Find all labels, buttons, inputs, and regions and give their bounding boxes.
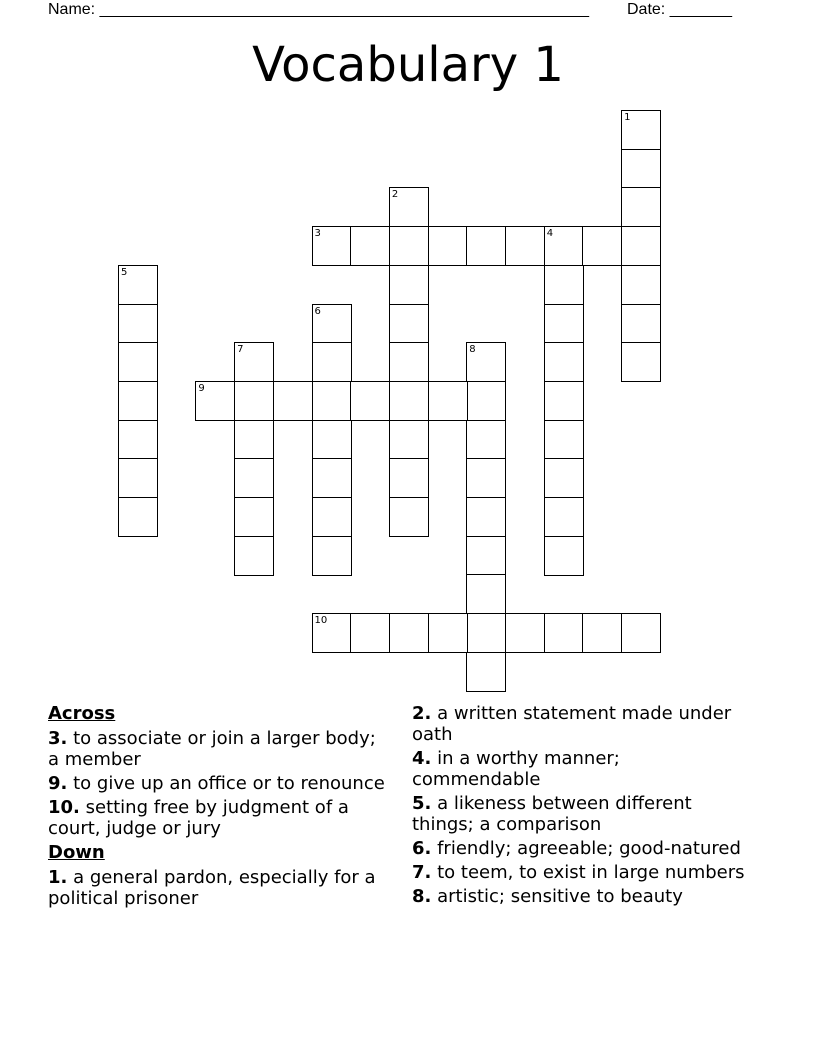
clue-item-text: friendly; agreeable; good-natured xyxy=(431,838,741,859)
grid-cell[interactable] xyxy=(118,265,158,305)
clue-item xyxy=(412,793,752,835)
grid-cell[interactable] xyxy=(582,613,622,653)
grid-cell[interactable] xyxy=(234,536,274,576)
grid-cell[interactable] xyxy=(505,226,545,266)
grid-cell[interactable] xyxy=(466,536,506,576)
grid-cell[interactable] xyxy=(621,110,661,150)
grid-cell[interactable] xyxy=(312,458,352,498)
clue-item-number: 8. xyxy=(412,886,432,907)
date-field[interactable]: Date: _______ xyxy=(627,1,732,18)
clue-item-text: a general pardon, especially for a political prisoner xyxy=(48,867,376,909)
grid-cell[interactable] xyxy=(621,226,661,266)
grid-cell[interactable] xyxy=(389,304,429,344)
grid-cell[interactable] xyxy=(234,458,274,498)
grid-cell[interactable] xyxy=(350,613,390,653)
grid-cell[interactable] xyxy=(466,342,506,382)
clue-item-text: in a worthy manner; commendable xyxy=(412,748,620,790)
grid-cell[interactable] xyxy=(466,613,506,653)
grid-cell[interactable] xyxy=(312,497,352,537)
clue-item-number: 4. xyxy=(412,748,432,769)
grid-cell[interactable] xyxy=(312,381,352,421)
clue-number: 1 xyxy=(624,112,631,123)
grid-cell[interactable] xyxy=(428,613,468,653)
name-field[interactable]: Name: _______________________________________________________ xyxy=(48,1,589,18)
grid-cell[interactable] xyxy=(544,381,584,421)
grid-cell[interactable] xyxy=(621,613,661,653)
clue-item-number: 1. xyxy=(48,867,68,888)
clue-item-number: 6. xyxy=(412,838,432,859)
grid-cell[interactable] xyxy=(544,536,584,576)
grid-cell[interactable] xyxy=(312,613,352,653)
grid-cell[interactable] xyxy=(466,652,506,692)
clue-item xyxy=(48,867,388,909)
clue-number: 8 xyxy=(469,344,476,356)
grid-cell[interactable] xyxy=(505,613,545,653)
clue-item xyxy=(48,797,388,839)
across-heading: Across xyxy=(48,703,116,724)
grid-cell[interactable] xyxy=(428,226,468,266)
grid-cell[interactable] xyxy=(466,458,506,498)
grid-cell[interactable] xyxy=(389,226,429,266)
clue-item xyxy=(48,728,388,770)
grid-cell[interactable] xyxy=(350,226,390,266)
grid-cell[interactable] xyxy=(312,342,352,382)
clue-number: 3 xyxy=(314,228,321,240)
grid-cell[interactable] xyxy=(621,149,661,189)
grid-cell[interactable] xyxy=(544,420,584,460)
clue-item-text: setting free by judgment of a court, judge or jury xyxy=(48,797,349,839)
grid-cell[interactable] xyxy=(273,381,313,421)
page-title: Vocabulary 1 xyxy=(252,37,564,93)
clue-item-number: 5. xyxy=(412,793,432,814)
grid-cell[interactable] xyxy=(312,226,352,266)
grid-cell[interactable] xyxy=(118,420,158,460)
grid-cell[interactable] xyxy=(234,381,274,421)
down-clue-list-left xyxy=(48,867,388,909)
grid-cell[interactable] xyxy=(389,613,429,653)
grid-cell[interactable] xyxy=(389,381,429,421)
across-clue-list xyxy=(48,728,388,839)
clues-right-column xyxy=(412,703,752,910)
clue-number: 5 xyxy=(121,266,128,278)
clue-item-text: artistic; sensitive to beauty xyxy=(431,886,683,907)
clue-item-number: 10. xyxy=(48,797,80,818)
grid-cell[interactable] xyxy=(582,226,622,266)
grid-cell[interactable] xyxy=(195,381,235,421)
grid-cell[interactable] xyxy=(118,497,158,537)
grid-cell[interactable] xyxy=(466,420,506,460)
grid-cell[interactable] xyxy=(234,497,274,537)
clue-item xyxy=(412,886,752,907)
clue-number: 4 xyxy=(546,228,554,240)
grid-cell[interactable] xyxy=(118,381,158,421)
grid-cell[interactable] xyxy=(234,420,274,460)
grid-cell[interactable] xyxy=(544,226,584,266)
clue-item xyxy=(412,838,752,859)
grid-cell[interactable] xyxy=(234,342,274,382)
grid-cell[interactable] xyxy=(544,613,584,653)
grid-cell[interactable] xyxy=(621,265,661,305)
grid-cell[interactable] xyxy=(312,304,352,344)
clue-number: 6 xyxy=(314,305,321,317)
grid-cell[interactable] xyxy=(544,265,584,305)
grid-cell[interactable] xyxy=(350,381,390,421)
down-heading: Down xyxy=(48,842,105,863)
clue-item-number: 2. xyxy=(412,703,432,724)
clue-item xyxy=(48,773,388,794)
clue-item-number: 7. xyxy=(412,862,432,883)
grid-cell[interactable] xyxy=(312,420,352,460)
grid-cell[interactable] xyxy=(118,458,158,498)
grid-cell[interactable] xyxy=(118,304,158,344)
grid-cell[interactable] xyxy=(466,497,506,537)
clue-number: 9 xyxy=(198,382,205,394)
clue-item-text: to give up an office or to renounce xyxy=(67,773,385,794)
grid-cell[interactable] xyxy=(544,458,584,498)
down-clue-list-right xyxy=(412,703,752,907)
clue-item-number: 9. xyxy=(48,773,68,794)
grid-cell[interactable] xyxy=(466,226,506,266)
grid-cell[interactable] xyxy=(389,458,429,498)
grid-cell[interactable] xyxy=(544,304,584,344)
clues-left-column xyxy=(48,703,388,912)
clue-item-text: a likeness between different things; a comparison xyxy=(412,793,692,835)
grid-cell[interactable] xyxy=(428,381,468,421)
grid-cell[interactable] xyxy=(544,497,584,537)
grid-cell[interactable] xyxy=(389,497,429,537)
clue-item xyxy=(412,703,752,745)
clue-item-text: to teem, to exist in large numbers xyxy=(431,862,745,883)
clue-number: 10 xyxy=(314,615,328,627)
grid-cell[interactable] xyxy=(621,342,661,382)
grid-cell[interactable] xyxy=(118,342,158,382)
grid-cell[interactable] xyxy=(621,304,661,344)
clue-number: 7 xyxy=(237,344,244,356)
grid-cell[interactable] xyxy=(466,381,506,421)
clue-item-number: 3. xyxy=(48,728,68,749)
grid-cell[interactable] xyxy=(389,420,429,460)
grid-cell[interactable] xyxy=(312,536,352,576)
clue-item-text: to associate or join a larger body; a member xyxy=(48,728,376,770)
grid-cell[interactable] xyxy=(621,187,661,227)
grid-cell[interactable] xyxy=(544,342,584,382)
grid-cell[interactable] xyxy=(389,342,429,382)
grid-cell[interactable] xyxy=(389,187,429,227)
clue-item-text: a written statement made under oath xyxy=(412,703,732,745)
grid-cell[interactable] xyxy=(466,574,506,614)
clue-item xyxy=(412,748,752,790)
clue-number: 2 xyxy=(391,189,399,201)
grid-cell[interactable] xyxy=(389,265,429,305)
clue-item xyxy=(412,862,752,883)
